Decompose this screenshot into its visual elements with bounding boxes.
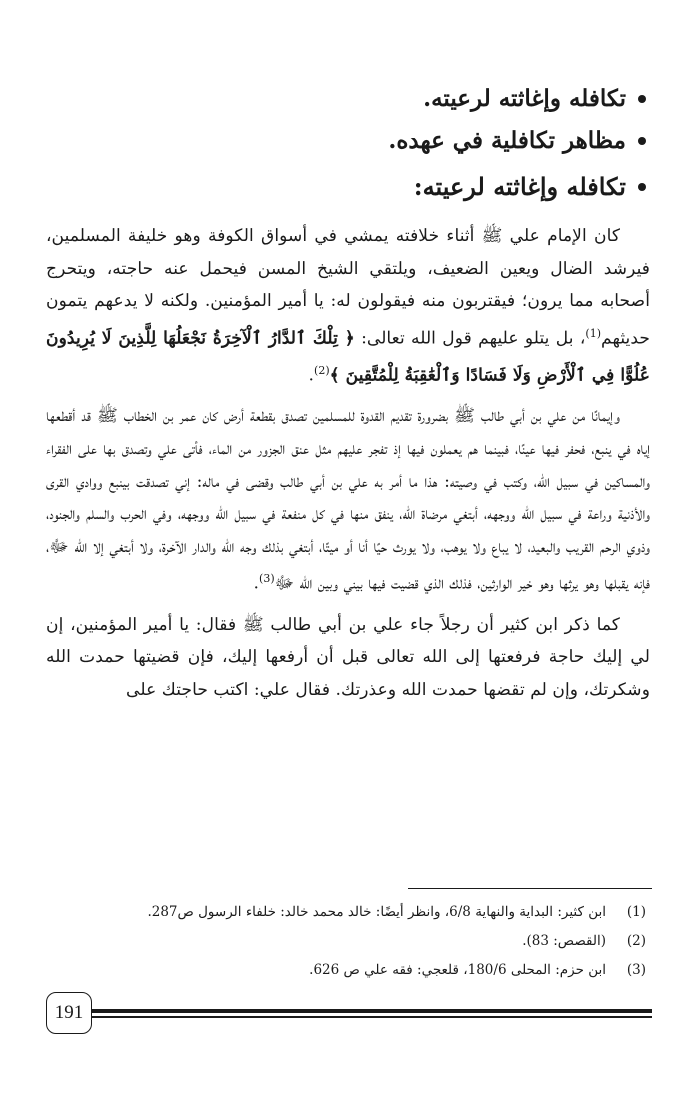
bullet-item — [46, 120, 646, 162]
bullet-dot-icon — [638, 95, 646, 103]
footnote-number: (3) — [626, 962, 646, 978]
footnote-text: ابن حزم: المحلى 180/6، قلعجي: فقه علي ص 626. — [309, 962, 606, 978]
section-heading-text: تكافله وإغاثته لرعيته: — [413, 172, 626, 201]
footnote-ref: (3) — [259, 572, 275, 586]
paragraph — [46, 609, 650, 707]
page-number: 191 — [46, 992, 92, 1034]
section-heading — [46, 170, 646, 204]
footnote — [46, 898, 646, 927]
footnote-text: (القصص: 83). — [522, 933, 606, 949]
quran-verse: ﴿ تِلْكَ ٱلدَّارُ ٱلْآخِرَةُ نَجْعَلُهَا لِلَّذِينَ لَا يُرِيدُونَ عُلُوًّا فِي ٱلْأَرْضِ وَلَا فَسَادًا وَٱلْعَٰقِبَةُ لِلْمُتَّقِينَ ﴾ — [46, 328, 650, 386]
bullet-text: تكافله وإغاثته لرعيته. — [423, 85, 626, 112]
footnote-ref: (1) — [585, 326, 601, 340]
paragraph-text: كما ذكر ابن كثير أن رجلاً جاء علي بن أبي طالب ﷺ فقال: يا أمير المؤمنين، إن لي إليك حاجة فرفعتها إلى الله تعالى قبل أن أرفعها إليك، فإن قضيتها حمدت الله وشكرتك، وإن لم تقضها حمدت الله وعذرتك. فقال علي: اكتب حاجتك على — [46, 614, 650, 700]
paragraph-text: ، بل يتلو عليهم قول الله تعالى: — [354, 328, 586, 349]
footnote-number: (2) — [626, 933, 646, 949]
footnote-number: (1) — [626, 904, 646, 920]
bullet-dot-icon — [638, 137, 646, 145]
paragraph — [46, 400, 650, 600]
footnotes — [46, 898, 646, 985]
paragraph — [46, 220, 650, 392]
bullet-text: مظاهر تكافلية في عهده. — [388, 127, 626, 154]
footnote-text: ابن كثير: البداية والنهاية 6/8، وانظر أيضًا: خالد محمد خالد: خلفاء الرسول ص287. — [147, 904, 606, 920]
bullet-dot-icon — [638, 183, 646, 191]
paragraph-text: وإيمانًا من علي بن أبي طالب ﷺ بضرورة تقديم القدوة للمسلمين تصدق بقطعة أرض كان عمر بن الخطاب ﷺ قد أقطعها إياه في ينبع، فحفر فيها عينًا، فبينما هم يعملون فيها إذ تفجر عليهم مثل عنق الجزور من الماء، فأتى علي وتصدق بها على الفقراء والمساكين في سبيل الله، وكتب في وصيته: هذا ما أمر به علي بن أبي طالب وقضى في ماله: إني تصدقت بينبع ووادي القرى والأذنية وراعة في سبيل الله ووجهه، أبتغي مرضاة الله، ينفق منها في كل منفعة في سبيل الله ووجهه، وفي الحرب والسلم والجنود، وذوي الرحم القريب والبعيد، لا يباع ولا يوهب، ولا يورث حيًا أنا أو ميتًا، أبتغي بذلك وجه الله والدار الآخرة، ولا أبتغي إلا الله ﷻ، فإنه يقبلها وهو يرثها وهو خير الوارثين، فذلك الذي قضيت فيها بيني وبين الله ﷻ — [46, 406, 650, 595]
paragraph-text: . — [308, 365, 315, 386]
bullet-item — [46, 78, 646, 120]
footnote-divider — [408, 888, 652, 889]
footnote — [46, 956, 646, 985]
footer-rule-thin — [92, 1016, 652, 1018]
paragraph-text: . — [253, 574, 260, 595]
footnote — [46, 927, 646, 956]
body-text — [46, 220, 650, 715]
bullet-list — [46, 78, 646, 162]
paragraph-text: كان الإمام علي ﷺ أثناء خلافته يمشي في أسواق الكوفة وهو خليفة المسلمين، فيرشد الضال ويعين الضعيف، ويلتقي الشيخ المسن فيحمل عنه حاجته، ويتحرج أصحابه مما يرون؛ فيقتربون منه فيقولون له: يا أمير المؤمنين. ولكنه لا يدعهم يتمون حديثهم — [46, 226, 650, 349]
footer-rule-thick — [92, 1009, 652, 1013]
footnote-ref: (2) — [314, 364, 330, 378]
